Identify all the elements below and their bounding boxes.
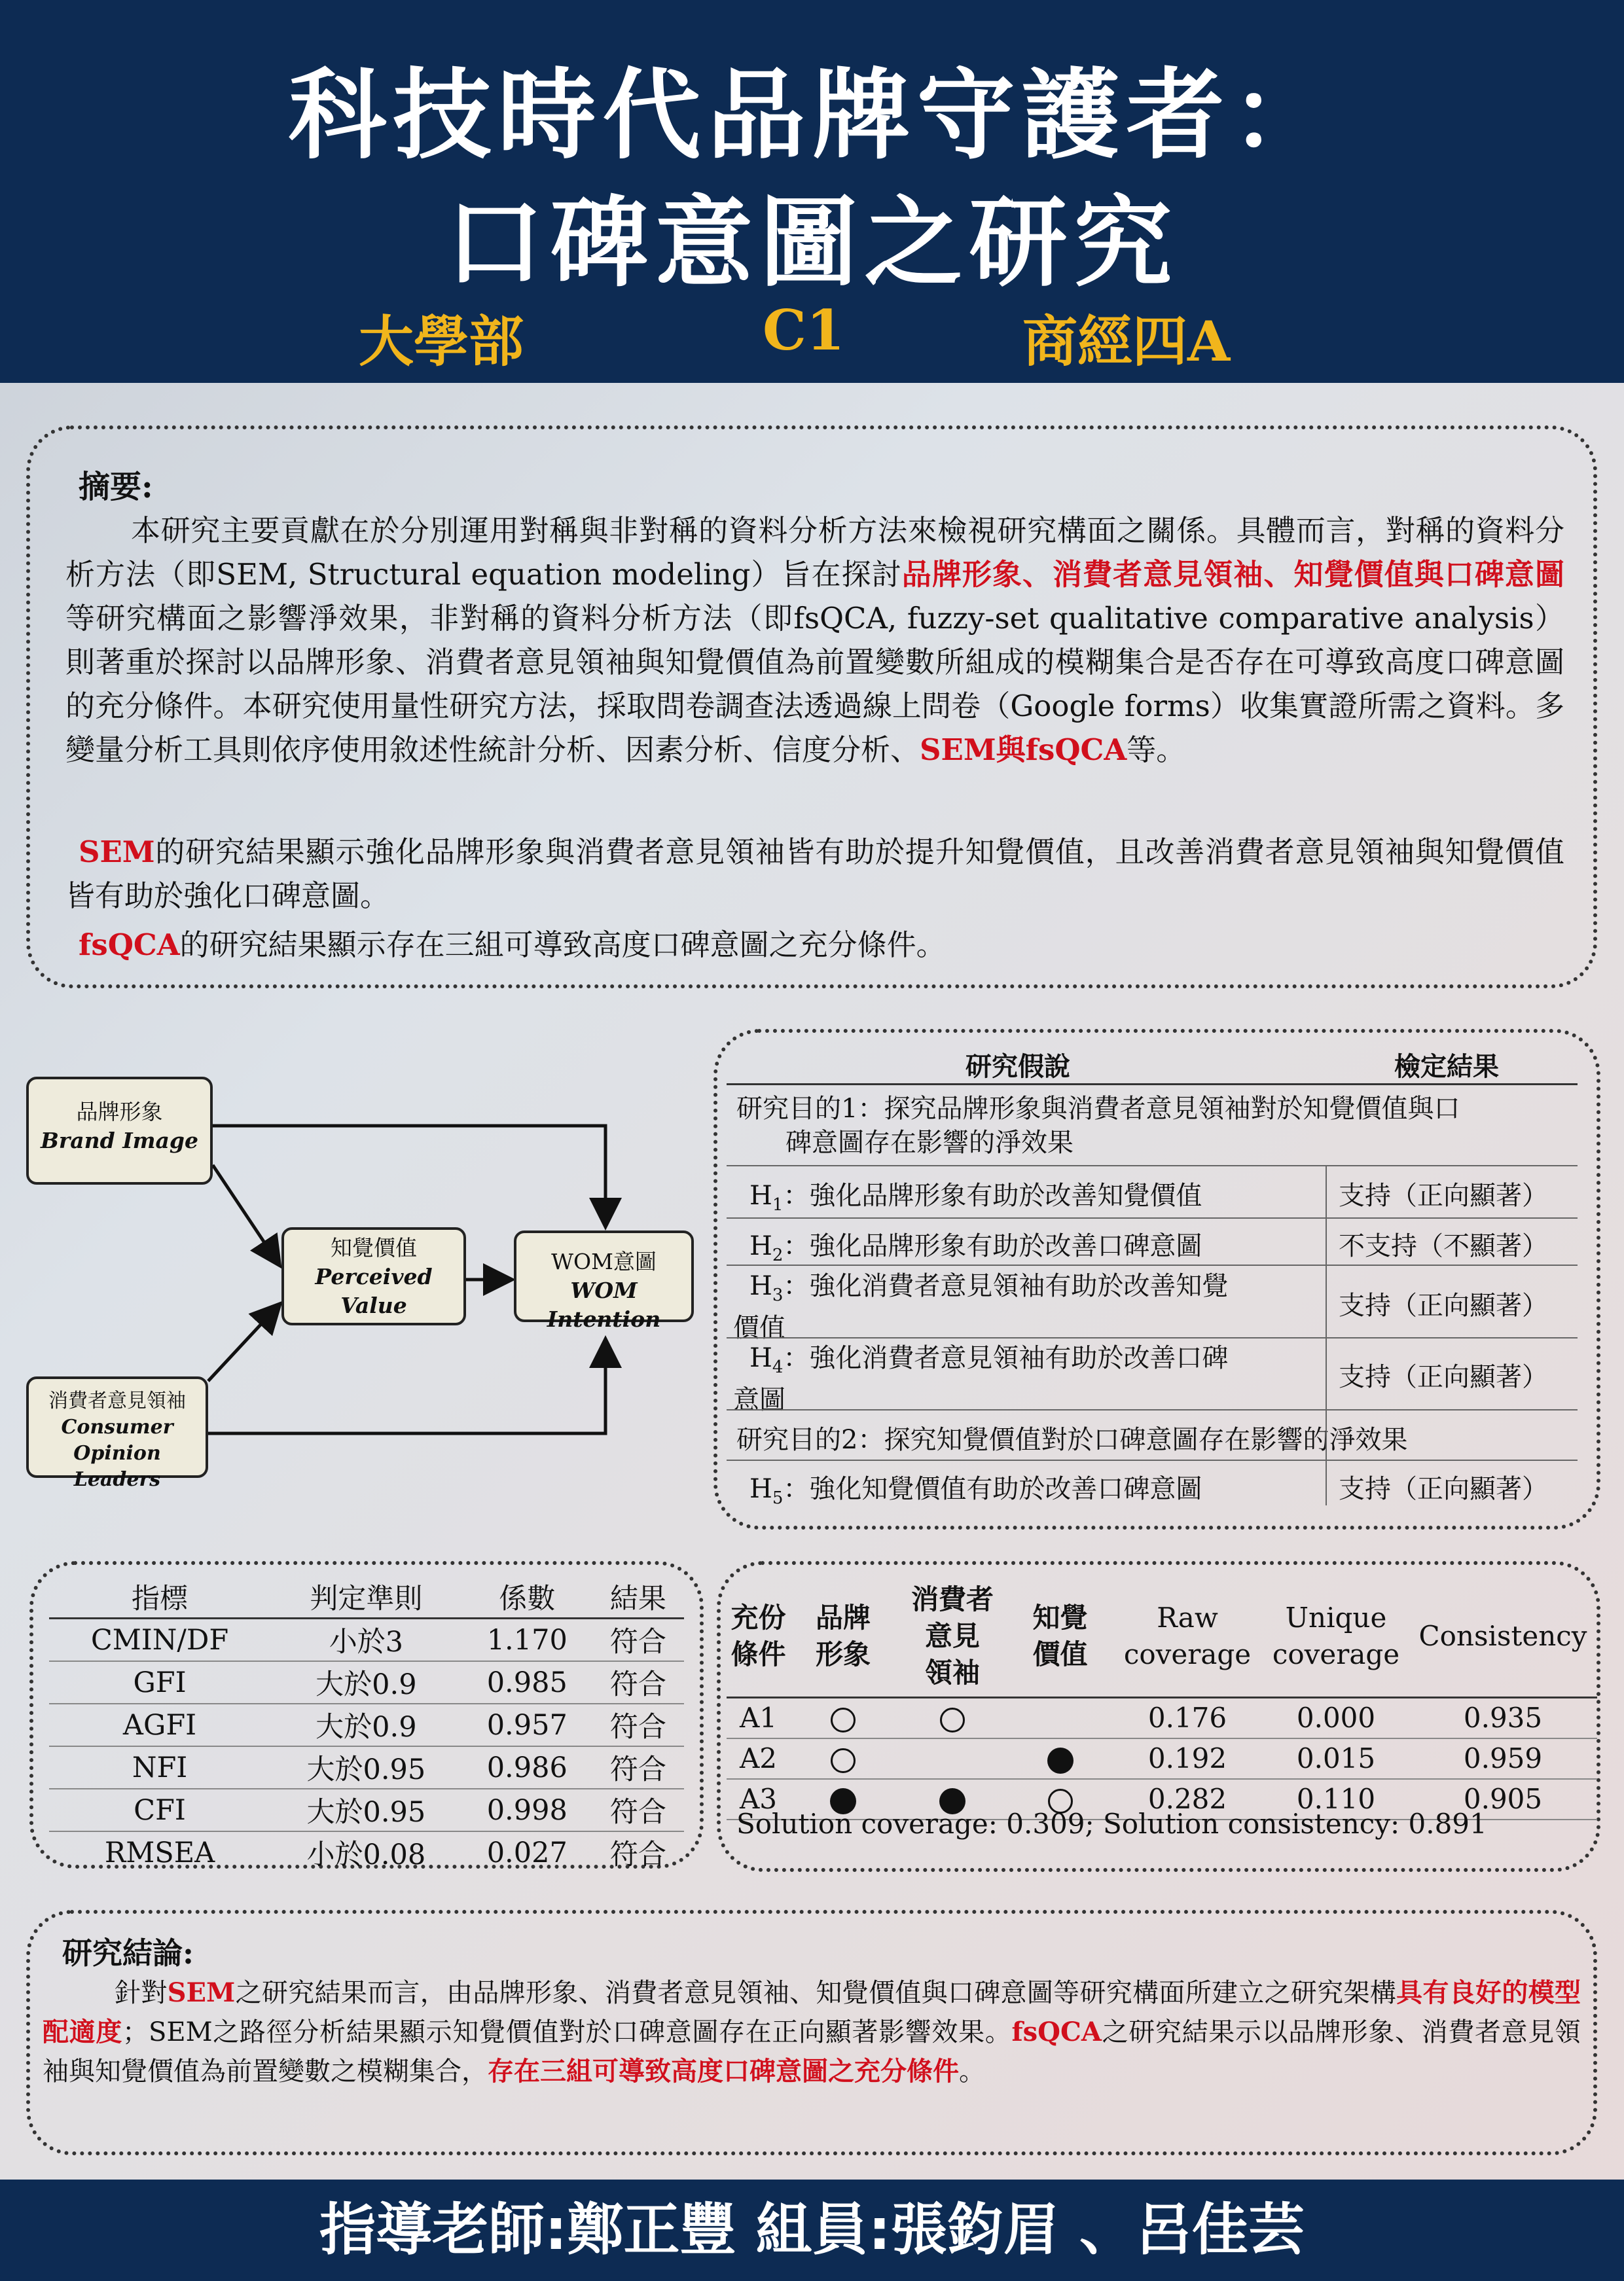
goal-1-line-a: 研究目的1：探究品牌形象與消費者意見領袖對於知覺價值與口 bbox=[736, 1094, 1460, 1124]
class-label: 商經四A bbox=[1022, 309, 1231, 374]
qca-id: A1 bbox=[727, 1697, 790, 1738]
wom-intention-zh: WOM意圖 bbox=[551, 1249, 657, 1274]
goal-1-line-b: 碑意圖存在影響的淨效果 bbox=[785, 1128, 1074, 1158]
fit-cell: 符合 bbox=[592, 1661, 684, 1704]
qca-h4a: 知覺 bbox=[1032, 1601, 1088, 1634]
h3-text-2: 價值 bbox=[733, 1313, 785, 1343]
node-perceived-value bbox=[281, 1227, 466, 1325]
abstract-text-a: 本研究主要貢獻在於分別運用對稱與非對稱的資料分析方法來檢視研究構面之關係。具體而言，對稱的資料分析方法（即SEM, Structural equation modeling）旨在探討 bbox=[65, 513, 1564, 592]
h4-text: ：強化消費者意見領袖有助於改善口碑 bbox=[783, 1343, 1229, 1373]
abstract-fsqca-label: fsQCA bbox=[79, 927, 180, 962]
qca-h6a: Unique bbox=[1285, 1601, 1387, 1634]
conclusion-heading: 研究結論: bbox=[62, 1935, 194, 1971]
title-line-1: 科技時代品牌守護者： bbox=[288, 59, 1336, 173]
qca-unique: 0.015 bbox=[1263, 1738, 1409, 1779]
conclusion-sem: SEM bbox=[167, 1977, 236, 2008]
table-row bbox=[49, 1746, 684, 1789]
hyp-rule-5 bbox=[727, 1409, 1578, 1410]
arrow-brand-to-wom bbox=[213, 1126, 605, 1224]
qca-h3c: 領袖 bbox=[924, 1656, 980, 1689]
table-row bbox=[49, 1789, 684, 1831]
qca-id: A3 bbox=[727, 1779, 790, 1820]
qca-header-unique bbox=[1263, 1576, 1409, 1697]
table-row bbox=[49, 1619, 684, 1662]
conclusion-text-4: 之研究結果示以品牌形象、消費者意見領袖與知覺價值為前置變數之模糊集合， bbox=[43, 2017, 1581, 2087]
col-header-hypothesis: 研究假說 bbox=[965, 1051, 1070, 1082]
qca-consistency: 0.905 bbox=[1409, 1779, 1597, 1820]
qca-consistency: 0.959 bbox=[1409, 1738, 1597, 1779]
fit-cell: 小於3 bbox=[270, 1619, 462, 1662]
node-wom-intention bbox=[514, 1230, 694, 1332]
fit-cell: 0.998 bbox=[462, 1789, 592, 1831]
fit-cell: AGFI bbox=[49, 1704, 270, 1746]
qca-cell-pv bbox=[1009, 1697, 1111, 1738]
fit-cell: 小於0.08 bbox=[306, 1839, 426, 1871]
wom-intention-en: WOM Intention bbox=[547, 1278, 661, 1332]
goal-2: 研究目的2：探究知覺價值對於口碑意圖存在影響的淨效果 bbox=[736, 1425, 1408, 1455]
h4-text-2: 意圖 bbox=[733, 1385, 785, 1415]
fit-cell: NFI bbox=[49, 1746, 270, 1789]
h4-result: 支持（正向顯著） bbox=[1339, 1362, 1548, 1392]
qca-header-col bbox=[896, 1576, 1009, 1697]
h4-number: 4 bbox=[772, 1357, 784, 1377]
qca-solution-summary: Solution coverage: 0.309; Solution consistency: 0.891 bbox=[736, 1808, 1487, 1840]
h5-number: 5 bbox=[772, 1488, 784, 1508]
fit-header-result: 結果 bbox=[592, 1576, 684, 1619]
fit-cell: 大於0.95 bbox=[270, 1746, 462, 1789]
title-line-2: 口碑意圖之研究 bbox=[445, 187, 1179, 300]
fit-header-index: 指標 bbox=[49, 1576, 270, 1619]
hyp-row-2 bbox=[749, 1225, 1202, 1265]
h1-letter: H bbox=[749, 1181, 772, 1211]
fit-cell: CMIN/DF bbox=[49, 1619, 270, 1662]
fit-cell: 符合 bbox=[592, 1619, 684, 1662]
hyp-rule-6 bbox=[727, 1460, 1578, 1461]
fit-cell: RMSEA bbox=[104, 1836, 215, 1869]
conclusion-text-5: 。 bbox=[959, 2056, 985, 2087]
conclusion-text-3: ；SEM之路徑分析結果顯示知覺價值對於口碑意圖存在正向顯著影響效果。 bbox=[122, 2017, 1012, 2047]
h1-text: ：強化品牌形象有助於改善知覺價值 bbox=[783, 1181, 1202, 1211]
perceived-value-en-1: Perceived bbox=[315, 1264, 433, 1289]
hyp-rule-2 bbox=[727, 1217, 1578, 1219]
qca-h4b: 價值 bbox=[1032, 1638, 1088, 1670]
node-brand-image bbox=[26, 1077, 213, 1185]
hyp-rule-1 bbox=[727, 1165, 1578, 1166]
qca-h1b: 條件 bbox=[731, 1638, 786, 1670]
table-row bbox=[49, 1704, 684, 1746]
qca-h5b: coverage bbox=[1123, 1638, 1252, 1670]
qca-h3b: 意見 bbox=[924, 1619, 980, 1652]
qca-cell-brand bbox=[790, 1738, 896, 1779]
col-header-result: 檢定結果 bbox=[1394, 1051, 1499, 1082]
perceived-value-en-2: Value bbox=[340, 1293, 407, 1318]
h2-text: ：強化品牌形象有助於改善口碑意圖 bbox=[783, 1231, 1202, 1261]
h3-letter: H bbox=[749, 1271, 772, 1301]
brand-image-zh: 品牌形象 bbox=[76, 1099, 163, 1124]
arrow-brand-to-pv bbox=[213, 1165, 278, 1263]
fit-cell: 符合 bbox=[592, 1746, 684, 1789]
abstract-sem-label: SEM bbox=[79, 835, 155, 869]
conclusion-sufficient-highlight: 存在三組可導致高度口碑意圖之充分條件 bbox=[488, 2056, 959, 2087]
h1-number: 1 bbox=[772, 1195, 784, 1215]
h5-result: 支持（正向顯著） bbox=[1339, 1474, 1548, 1504]
hyp-row-4 bbox=[733, 1342, 1228, 1416]
hyp-rule-3 bbox=[727, 1265, 1578, 1266]
hyp-row-1 bbox=[749, 1175, 1202, 1215]
arrow-col-to-pv bbox=[208, 1306, 278, 1381]
qca-h2b: 形象 bbox=[815, 1638, 871, 1670]
fit-cell: CFI bbox=[49, 1789, 270, 1831]
qca-h6b: coverage bbox=[1272, 1638, 1400, 1670]
abstract-text-c: 等。 bbox=[1127, 732, 1186, 767]
perceived-value-zh: 知覺價值 bbox=[331, 1235, 417, 1261]
fit-header-criterion: 判定準則 bbox=[270, 1576, 462, 1619]
qca-cell-brand bbox=[790, 1697, 896, 1738]
conclusion-text-2: 之研究結果而言，由品牌形象、消費者意見領袖、知覺價值與口碑意圖等研究構面所建立之研究架構 bbox=[235, 1978, 1397, 2008]
node-consumer-opinion-leaders bbox=[26, 1376, 208, 1491]
goal-1 bbox=[736, 1092, 1460, 1160]
hyp-col-divider bbox=[1326, 1165, 1327, 1505]
fit-cell: 大於0.9 bbox=[270, 1704, 462, 1746]
h3-number: 3 bbox=[772, 1285, 784, 1305]
h2-result: 不支持（不顯著） bbox=[1339, 1231, 1548, 1261]
fit-cell: GFI bbox=[49, 1661, 270, 1704]
qca-h2a: 品牌 bbox=[815, 1601, 871, 1634]
fit-cell: 大於0.9 bbox=[270, 1661, 462, 1704]
absent-condition-icon bbox=[831, 1708, 856, 1733]
fit-cell: 1.170 bbox=[462, 1619, 592, 1662]
arrow-col-to-wom bbox=[208, 1342, 605, 1433]
h3-text: ：強化消費者意見領袖有助於改善知覺 bbox=[783, 1271, 1229, 1301]
h4-letter: H bbox=[749, 1343, 772, 1373]
group-code: C1 bbox=[763, 298, 845, 363]
qca-header-brand bbox=[790, 1576, 896, 1697]
present-condition-icon bbox=[1047, 1748, 1074, 1774]
h2-letter: H bbox=[749, 1231, 772, 1261]
fit-cell: 0.027 bbox=[486, 1836, 568, 1869]
fit-cell: 0.957 bbox=[462, 1704, 592, 1746]
fit-index-table bbox=[49, 1576, 684, 1873]
qca-raw: 0.192 bbox=[1111, 1738, 1263, 1779]
hyp-rule-4 bbox=[727, 1337, 1578, 1338]
footer-credits: 指導老師:鄭正豐 組員:張鈞眉 、呂佳芸 bbox=[0, 2180, 1624, 2281]
abstract-heading: 摘要: bbox=[79, 469, 153, 505]
h3-result: 支持（正向顯著） bbox=[1339, 1291, 1548, 1321]
qca-unique: 0.110 bbox=[1263, 1779, 1409, 1820]
table-row bbox=[49, 1831, 684, 1873]
qca-header-condition bbox=[727, 1576, 790, 1697]
col-en-1: Consumer Opinion bbox=[61, 1416, 173, 1465]
abstract-highlight-constructs: 品牌形象、消費者意見領袖、知覺價值與口碑意圖 bbox=[901, 557, 1564, 592]
fit-cell: 大於0.95 bbox=[270, 1789, 462, 1831]
col-en-2: Leaders bbox=[73, 1468, 161, 1491]
qca-unique: 0.000 bbox=[1263, 1697, 1409, 1738]
qca-h3a: 消費者 bbox=[911, 1583, 994, 1615]
qca-h1a: 充份 bbox=[731, 1601, 786, 1634]
hyp-row-3 bbox=[733, 1270, 1228, 1344]
fit-cell: 0.985 bbox=[462, 1661, 592, 1704]
abstract-sem-result: 的研究結果顯示強化品牌形象與消費者意見領袖皆有助於提升知覺價值，且改善消費者意見領袖與知覺價值皆有助於強化口碑意圖。 bbox=[65, 835, 1564, 913]
hyp-row-5 bbox=[749, 1468, 1202, 1508]
absent-condition-icon bbox=[831, 1748, 856, 1773]
table-row bbox=[727, 1697, 1597, 1738]
qca-raw: 0.176 bbox=[1111, 1697, 1263, 1738]
qca-raw: 0.282 bbox=[1111, 1779, 1263, 1820]
abstract-fsqca-result: 的研究結果顯示存在三組可導致高度口碑意圖之充分條件。 bbox=[179, 927, 946, 962]
h5-letter: H bbox=[749, 1474, 772, 1504]
hyp-header-rule bbox=[727, 1083, 1578, 1085]
col-zh: 消費者意見領袖 bbox=[48, 1390, 186, 1412]
qca-cell-pv bbox=[1009, 1738, 1111, 1779]
qca-id: A2 bbox=[727, 1738, 790, 1779]
table-row bbox=[727, 1738, 1597, 1779]
table-row bbox=[49, 1661, 684, 1704]
division-label: 大學部 bbox=[359, 309, 524, 374]
fit-cell: 符合 bbox=[592, 1704, 684, 1746]
qca-header-raw bbox=[1111, 1576, 1263, 1697]
fit-cell: 符合 bbox=[592, 1789, 684, 1831]
brand-image-en: Brand Image bbox=[40, 1128, 199, 1153]
fit-header-value: 係數 bbox=[462, 1576, 592, 1619]
qca-header-pv bbox=[1009, 1576, 1111, 1697]
qca-h5a: Raw bbox=[1157, 1601, 1218, 1634]
fit-cell: 0.986 bbox=[462, 1746, 592, 1789]
qca-consistency: 0.935 bbox=[1409, 1697, 1597, 1738]
h1-result: 支持（正向顯著） bbox=[1339, 1181, 1548, 1211]
fit-cell: 符合 bbox=[609, 1839, 666, 1871]
conclusion-fit-highlight: 具有良好的模型配適度 bbox=[43, 1977, 1581, 2047]
conclusion-text-1: 針對 bbox=[115, 1978, 168, 2008]
absent-condition-icon bbox=[940, 1708, 965, 1733]
qca-cell-col bbox=[896, 1738, 1009, 1779]
qca-cell-col bbox=[896, 1697, 1009, 1738]
h5-text: ：強化知覺價值有助於改善口碑意圖 bbox=[783, 1474, 1202, 1504]
conclusion-fsqca: fsQCA bbox=[1011, 2017, 1102, 2047]
qca-header-consistency: Consistency bbox=[1409, 1576, 1597, 1697]
abstract-text-b: 等研究構面之影響淨效果，非對稱的資料分析方法（即fsQCA, fuzzy-set qualitative comparative analysis）則著重於探討以品牌形象、消費者意見領袖與知覺價值為前置變數所組成的模糊集合是否存在可導致高度口碑意圖的充分條件。本研究使用量性研究方法，採取問卷調查法透過線上問卷（Google forms）收集實證所需之資料。多變量分析工具則依序使用敘述性統計分析、因素分析、信度分析、 bbox=[65, 601, 1564, 767]
abstract-highlight-methods: SEM與fsQCA bbox=[920, 732, 1127, 767]
h2-number: 2 bbox=[772, 1246, 784, 1265]
conclusion-paragraph bbox=[43, 1973, 1581, 2091]
fsqca-table bbox=[727, 1576, 1597, 1820]
